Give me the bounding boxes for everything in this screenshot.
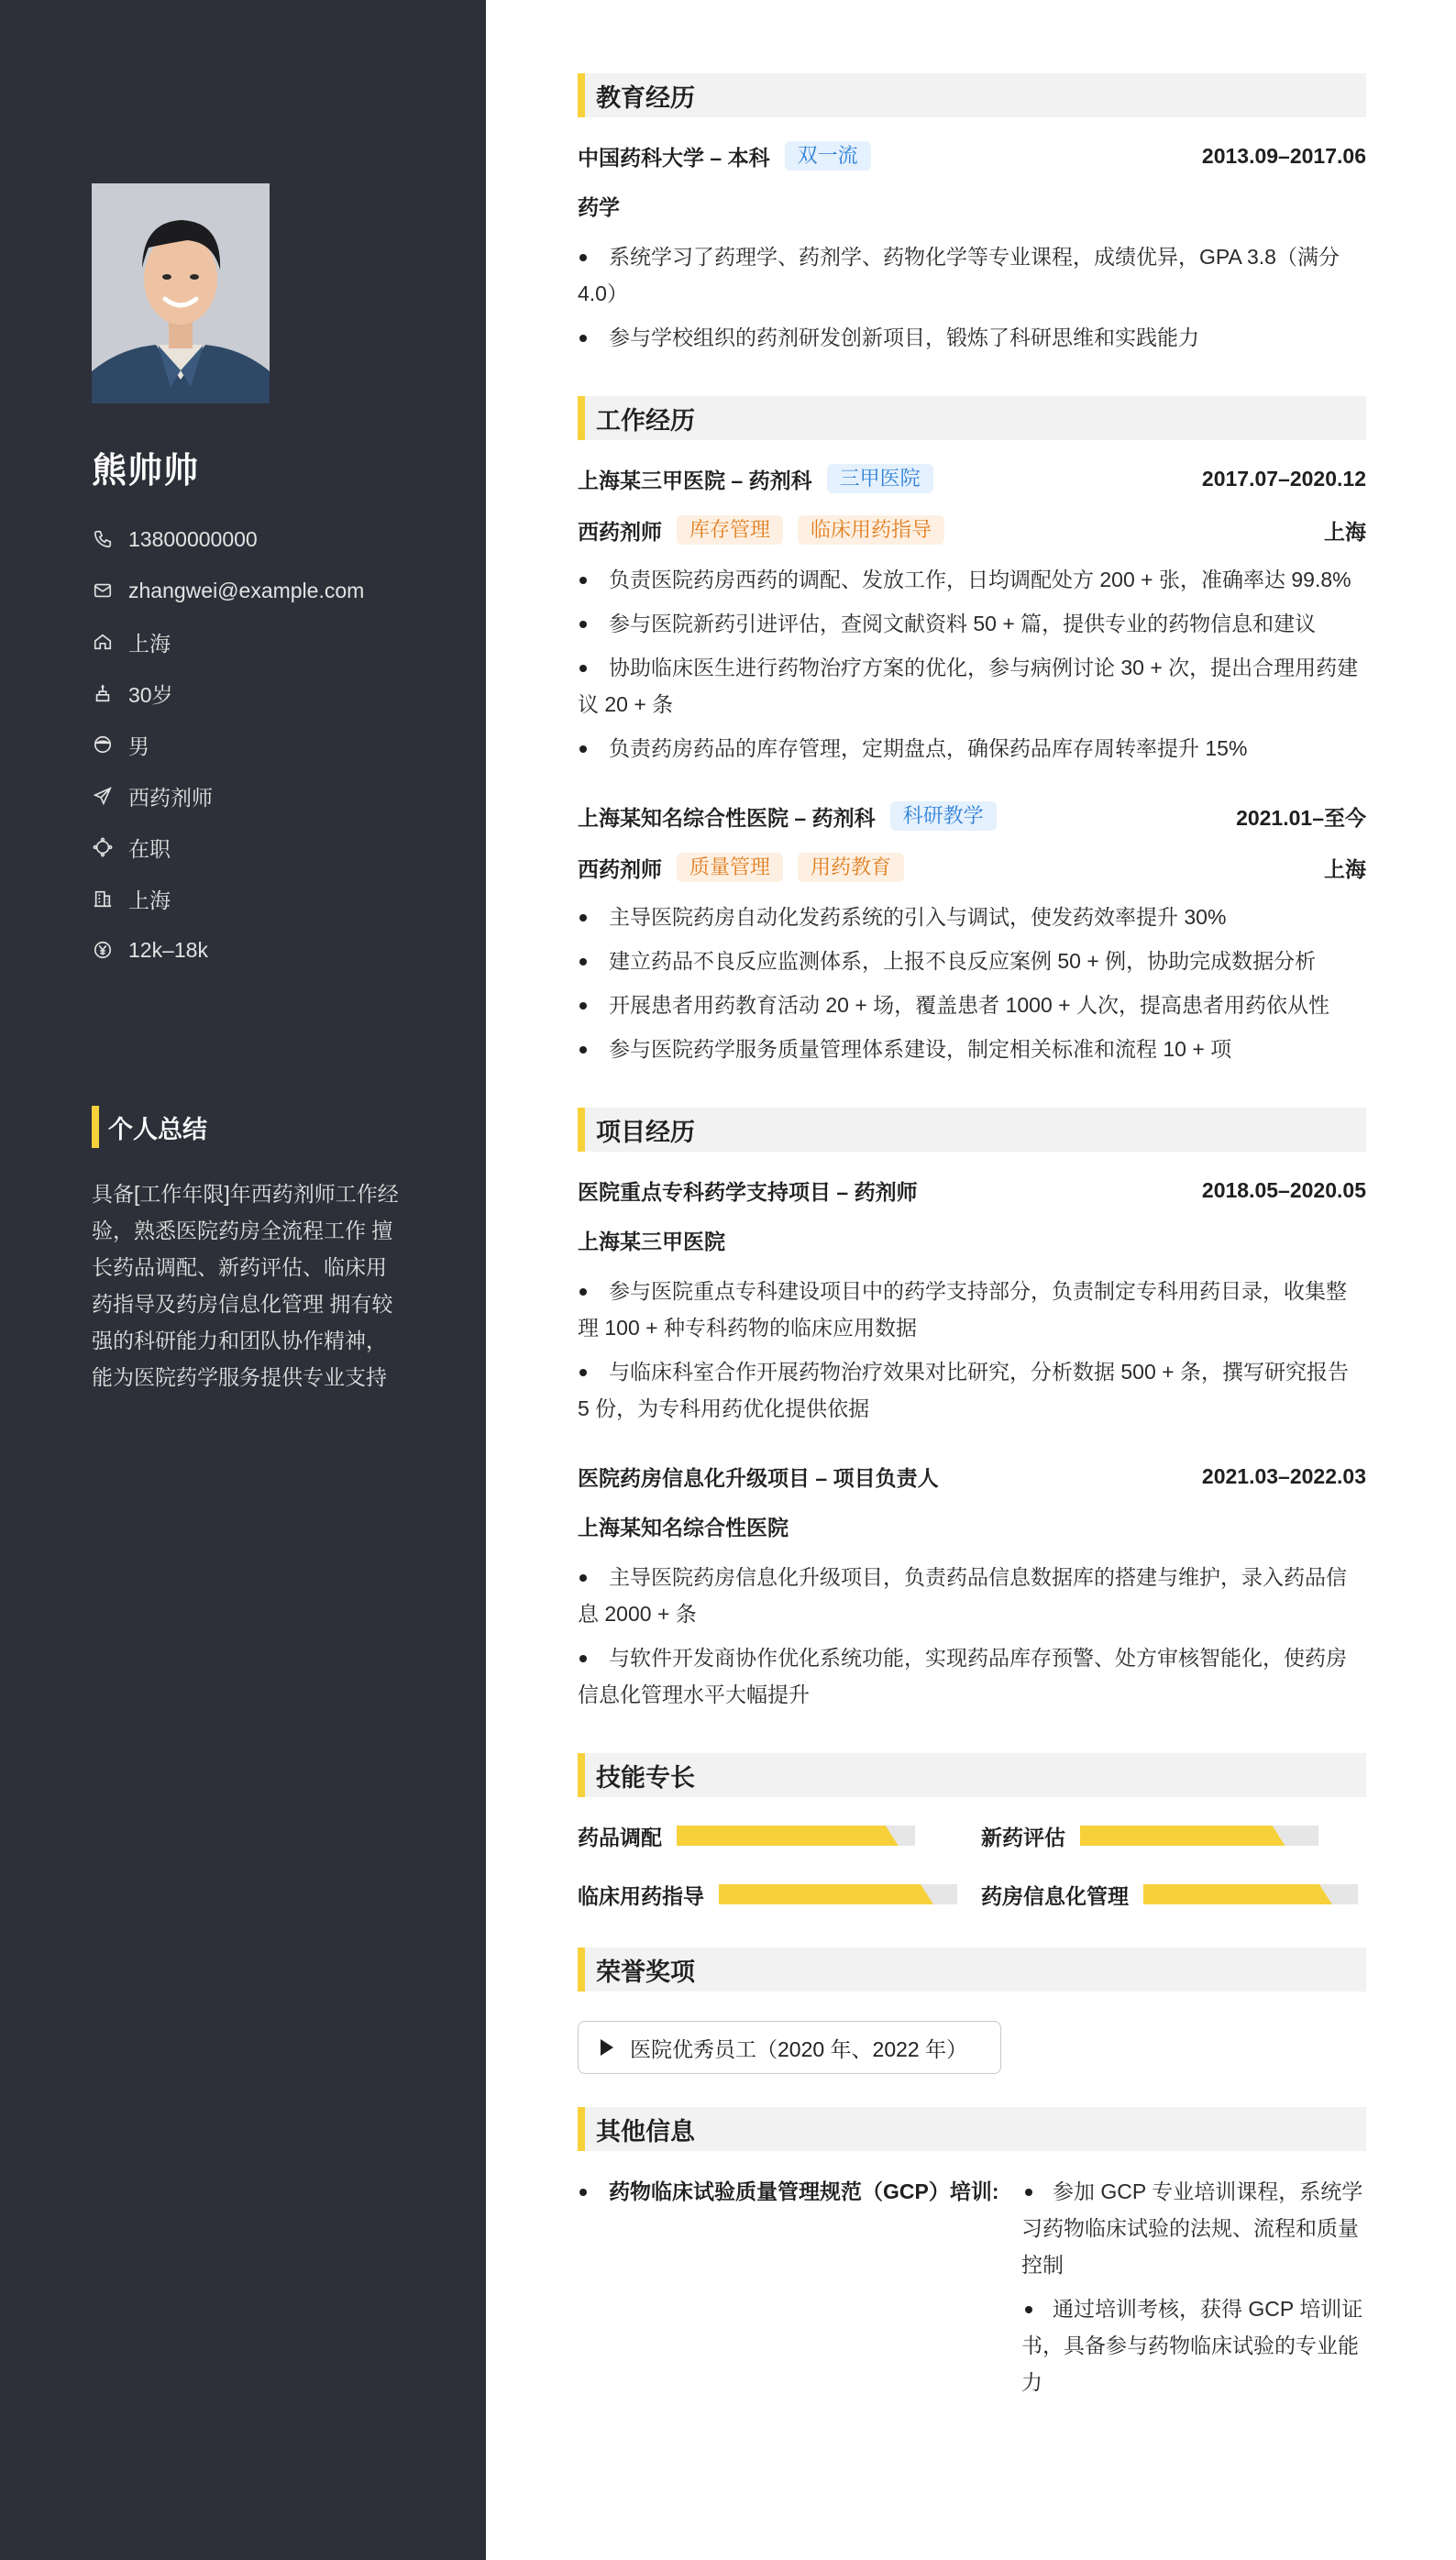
project-bullets	[578, 1273, 1366, 1427]
job-bullets	[578, 561, 1366, 767]
contact-work-city	[92, 873, 458, 924]
job-org-tag: 三甲医院	[827, 464, 933, 493]
list-item: 系统学习了药理学、药剂学、药物化学等专业课程，成绩优异，GPA 3.8（满分4.0）	[578, 238, 1366, 312]
job-tag: 用药教育	[798, 853, 904, 882]
skill-item	[981, 1878, 1366, 1911]
list-item: 负责药房药品的库存管理，定期盘点，确保药品库存周转率提升 15%	[578, 730, 1366, 767]
play-triangle-icon	[601, 2039, 613, 2056]
contact-position-value: 西药剂师	[128, 785, 213, 810]
sidebar	[0, 0, 486, 2560]
other-key: 药物临床试验质量管理规范（GCP）培训:	[578, 2173, 1021, 2408]
list-item: 参加 GCP 专业培训课程，系统学习药物临床试验的法规、流程和质量控制	[1021, 2173, 1366, 2283]
project-header-row	[578, 1460, 1366, 1493]
section-heading	[578, 1753, 1366, 1797]
accent-bar	[578, 2107, 585, 2151]
project-period: 2018.05–2020.05	[1201, 1177, 1366, 1202]
skill-label: 药房信息化管理	[981, 1883, 1129, 1908]
major: 药学	[578, 195, 620, 219]
education-section	[578, 73, 1366, 356]
contact-gender-value: 男	[128, 734, 149, 758]
summary-text: 具备[工作年限]年西药剂师工作经验，熟悉医院药房全流程工作 擅长药品调配、新药评估、临床用药指导及药房信息化管理 拥有较强的科研能力和团队协作精神，能为医院药学服务提供专业支持	[92, 1182, 399, 1389]
other-entry	[578, 2173, 1366, 2408]
other-title: 其他信息	[596, 2117, 695, 2146]
work-title: 工作经历	[596, 406, 695, 435]
project-period: 2021.03–2022.03	[1201, 1463, 1366, 1488]
list-item: 参与医院新药引进评估，查阅文献资料 50 + 篇，提供专业的药物信息和建议	[578, 605, 1366, 642]
job-tag: 临床用药指导	[798, 515, 944, 545]
contact-email[interactable]	[92, 565, 458, 616]
send-icon	[92, 785, 114, 807]
accent-bar	[578, 1948, 585, 1992]
job-period: 2021.01–至今	[1236, 805, 1366, 830]
mail-icon	[92, 579, 114, 601]
job-role-row	[578, 851, 1366, 884]
list-item: 建立药品不良反应监测体系，上报不良反应案例 50 + 例，协助完成数据分析	[578, 943, 1366, 979]
skill-bar-fill	[1143, 1884, 1332, 1904]
job-header-row	[578, 800, 1366, 833]
avatar-photo	[92, 183, 270, 403]
contact-email-value: zhangwei@example.com	[128, 578, 365, 602]
skill-bar	[677, 1826, 915, 1846]
project-org: 上海某知名综合性医院	[578, 1516, 789, 1539]
skill-bar-fill	[1080, 1826, 1285, 1846]
list-item: 协助临床医生进行药物治疗方案的优化，参与病例讨论 30 + 次，提出合理用药建议 20 + 条	[578, 649, 1366, 723]
contact-status-value: 在职	[128, 836, 171, 861]
list-item: 参与医院重点专科建设项目中的药学支持部分，负责制定专科用药目录，收集整理 100 + 种专科药物的临床应用数据	[578, 1273, 1366, 1346]
honor-item[interactable]	[578, 2021, 1001, 2074]
contact-age-value: 30岁	[128, 682, 173, 707]
job-org: 上海某知名综合性医院 – 药剂科	[578, 805, 876, 830]
list-item: 开展患者用药教育活动 20 + 场，覆盖患者 1000 + 人次，提高患者用药依从性	[578, 987, 1366, 1023]
contact-gender	[92, 719, 458, 770]
job-role: 西药剂师	[578, 519, 662, 544]
contact-address	[92, 616, 458, 668]
project-org: 上海某三甲医院	[578, 1230, 725, 1253]
section-heading	[578, 73, 1366, 117]
yuan-icon	[92, 939, 114, 961]
job-tag: 库存管理	[677, 515, 783, 545]
skill-item	[981, 1819, 1366, 1852]
gender-icon	[92, 734, 114, 756]
list-item: 参与学校组织的药剂研发创新项目，锻炼了科研思维和实践能力	[578, 319, 1366, 356]
job-period: 2017.07–2020.12	[1201, 466, 1366, 491]
projects-section	[578, 1108, 1366, 1713]
avatar-illustration	[92, 183, 270, 403]
list-item: 与软件开发商协作优化系统功能，实现药品库存预警、处方审核智能化，使药房信息化管理水平大幅提升	[578, 1639, 1366, 1713]
job-org: 上海某三甲医院 – 药剂科	[578, 468, 812, 492]
list-item: 与临床科室合作开展药物治疗效果对比研究，分析数据 500 + 条，撰写研究报告 5 份，为专科用药优化提供依据	[578, 1353, 1366, 1427]
skills-section	[578, 1753, 1366, 1911]
education-bullets	[578, 238, 1366, 356]
job-role-row	[578, 513, 1366, 546]
contact-age	[92, 668, 458, 719]
project-entry	[578, 1174, 1366, 1427]
contact-status	[92, 822, 458, 873]
skill-bar-fill	[719, 1884, 933, 1904]
job-role: 西药剂师	[578, 856, 662, 881]
work-section	[578, 396, 1366, 1067]
skill-bar	[719, 1884, 957, 1904]
section-heading	[578, 2107, 1366, 2151]
contact-list	[92, 513, 458, 976]
accent-bar	[92, 1106, 99, 1148]
project-name: 医院重点专科药学支持项目 – 药剂师	[578, 1179, 918, 1204]
section-heading	[578, 1108, 1366, 1152]
section-heading	[578, 1948, 1366, 1992]
school-tag: 双一流	[785, 141, 871, 171]
accent-bar	[578, 1753, 585, 1797]
building-icon	[92, 888, 114, 910]
accent-bar	[578, 396, 585, 440]
skill-item	[578, 1878, 981, 1911]
home-icon	[92, 631, 114, 653]
summary-heading	[92, 1106, 207, 1148]
job-header-row	[578, 462, 1366, 495]
job-entry	[578, 462, 1366, 767]
job-tag: 质量管理	[677, 853, 783, 882]
section-heading	[578, 396, 1366, 440]
list-item: 通过培训考核，获得 GCP 培训证书，具备参与药物临床试验的专业能力	[1021, 2290, 1366, 2400]
list-item: 负责医院药房西药的调配、发放工作，日均调配处方 200 + 张，准确率达 99.8%	[578, 561, 1366, 598]
other-section	[578, 2107, 1366, 2408]
cake-icon	[92, 682, 114, 704]
education-title: 教育经历	[596, 83, 695, 112]
honor-text: 医院优秀员工（2020 年、2022 年）	[630, 2036, 968, 2061]
skill-item	[578, 1819, 981, 1852]
candidate-name: 熊帅帅	[92, 452, 200, 491]
contact-work-city-value: 上海	[128, 888, 171, 912]
contact-phone[interactable]	[92, 513, 458, 565]
education-header-row	[578, 139, 1366, 172]
skills-grid	[578, 1819, 1366, 1911]
list-item: 主导医院药房信息化升级项目，负责药品信息数据库的搭建与维护，录入药品信息 2000 + 条	[578, 1559, 1366, 1632]
job-bullets	[578, 899, 1366, 1067]
skill-label: 药品调配	[578, 1825, 662, 1849]
contact-salary-value: 12k–18k	[128, 937, 208, 962]
skill-bar	[1143, 1884, 1358, 1904]
skill-label: 新药评估	[981, 1825, 1065, 1849]
contact-address-value: 上海	[128, 631, 171, 656]
skill-bar	[1080, 1826, 1318, 1846]
project-bullets	[578, 1559, 1366, 1713]
job-entry	[578, 800, 1366, 1067]
contact-salary	[92, 924, 458, 976]
honors-title: 荣誉奖项	[596, 1958, 695, 1986]
job-city: 上海	[1324, 519, 1366, 544]
skill-label: 临床用药指导	[578, 1883, 704, 1908]
accent-bar	[578, 73, 585, 117]
education-period: 2013.09–2017.06	[1201, 143, 1366, 168]
contact-position	[92, 770, 458, 822]
status-icon	[92, 836, 114, 858]
accent-bar	[578, 1108, 585, 1152]
phone-icon	[92, 528, 114, 550]
summary-title: 个人总结	[108, 1115, 207, 1143]
job-org-tag: 科研教学	[890, 801, 997, 831]
job-city: 上海	[1324, 856, 1366, 881]
skill-bar-fill	[677, 1826, 899, 1846]
other-bullets	[1021, 2173, 1366, 2408]
list-item: 主导医院药房自动化发药系统的引入与调试，使发药效率提升 30%	[578, 899, 1366, 935]
project-entry	[578, 1460, 1366, 1713]
contact-phone-value: 13800000000	[128, 526, 258, 551]
project-name: 医院药房信息化升级项目 – 项目负责人	[578, 1465, 939, 1490]
project-header-row	[578, 1174, 1366, 1207]
school-name: 中国药科大学 – 本科	[578, 145, 770, 170]
main-content	[578, 73, 1366, 2448]
list-item: 参与医院药学服务质量管理体系建设，制定相关标准和流程 10 + 项	[578, 1031, 1366, 1067]
honors-section	[578, 1948, 1366, 2074]
projects-title: 项目经历	[596, 1118, 695, 1146]
skills-title: 技能专长	[596, 1763, 695, 1792]
